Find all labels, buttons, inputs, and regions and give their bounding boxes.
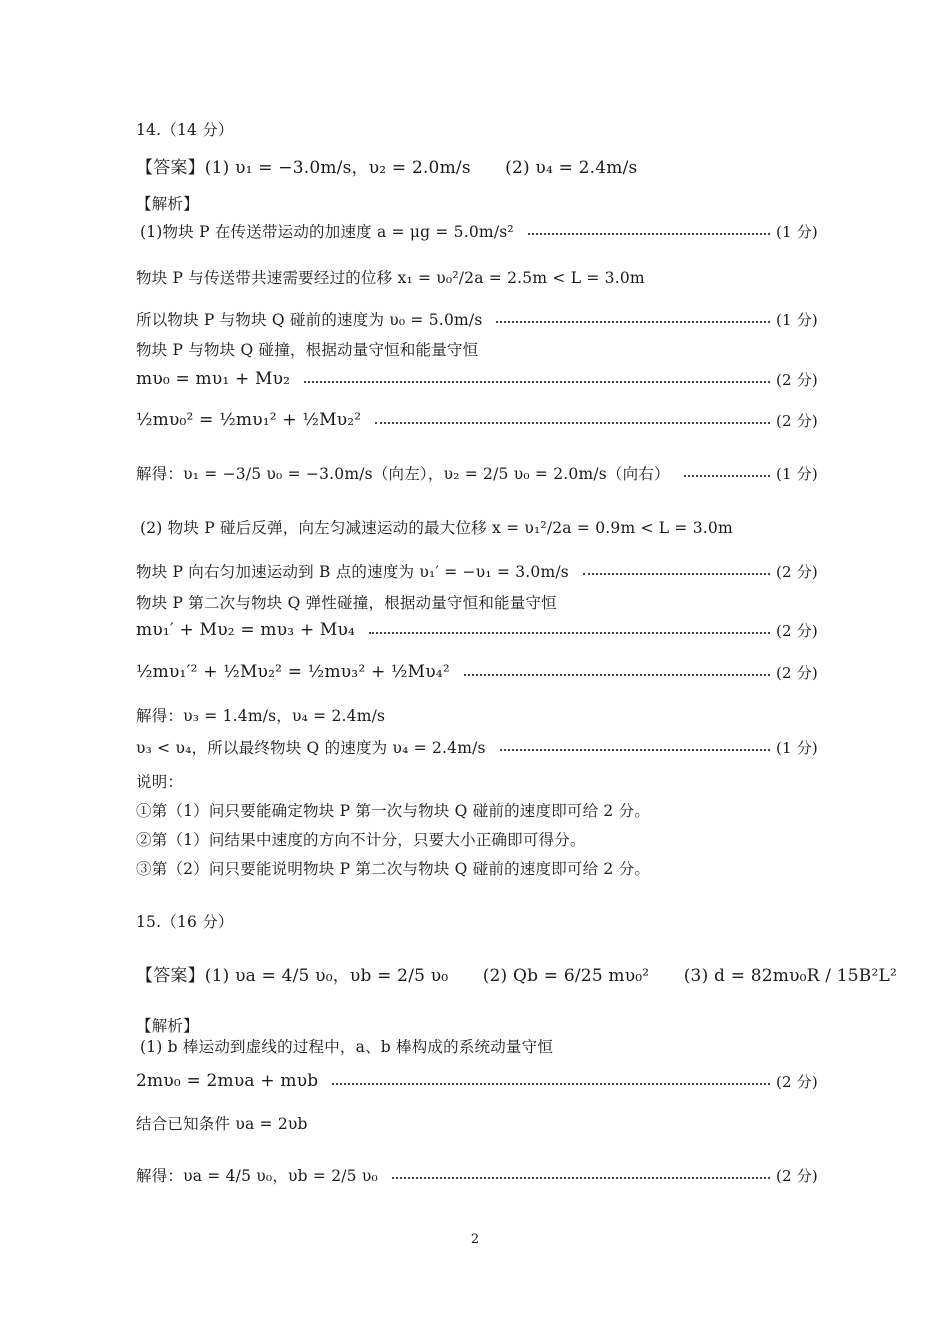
step-score: (1 分) <box>775 738 818 757</box>
q14-step-9 <box>136 556 818 586</box>
step-text: 解得：υa = 4/5 υ₀，υb = 2/5 υ₀ <box>136 1167 378 1185</box>
q14-step-7 <box>136 458 818 488</box>
step-score: (2 分) <box>775 411 818 430</box>
step-text: 物块 P 与传送带共速需要经过的位移 x₁ = υ₀²/2a = 2.5m < L = 3.0m <box>136 269 645 287</box>
step-text: 物块 P 与物块 Q 碰撞，根据动量守恒和能量守恒 <box>136 341 479 359</box>
leader-dots <box>496 321 769 323</box>
leader-dots <box>684 475 770 477</box>
q15-step-3 <box>136 1108 818 1138</box>
leader-dots <box>528 233 770 235</box>
step-text: 结合已知条件 υa = 2υb <box>136 1115 308 1133</box>
step-text: 所以物块 P 与物块 Q 碰前的速度为 υ₀ = 5.0m/s <box>136 311 483 329</box>
step-text: (1)物块 P 在传送带运动的加速度 a = μg = 5.0m/s² <box>140 223 514 241</box>
leader-dots <box>464 674 770 676</box>
step-text: υ₃ < υ₄，所以最终物块 Q 的速度为 υ₄ = 2.4m/s <box>136 739 486 757</box>
step-text: mυ₀ = mυ₁ + Mυ₂ <box>136 369 291 389</box>
step-text: 解得：υ₃ = 1.4m/s，υ₄ = 2.4m/s <box>136 707 386 725</box>
q14-step-13 <box>136 700 818 730</box>
step-text: mυ₁′ + Mυ₂ = mυ₃ + Mυ₄ <box>136 620 356 640</box>
step-score: (1 分) <box>775 222 818 241</box>
step-text: 物块 P 第二次与物块 Q 弹性碰撞，根据动量守恒和能量守恒 <box>136 594 557 612</box>
step-text: 物块 P 向右匀加速运动到 B 点的速度为 υ₁′ = −υ₁ = 3.0m/s <box>136 563 569 581</box>
leader-dots <box>583 573 770 575</box>
leader-dots <box>392 1177 770 1179</box>
q14-title: 14.（14 分） <box>136 121 234 139</box>
q14-note-1: ①第（1）问只要能确定物块 P 第一次与物块 Q 碰前的速度即可给 2 分。 <box>136 802 651 820</box>
step-text: (2) 物块 P 碰后反弹，向左匀减速运动的最大位移 x = υ₁²/2a = 0.9m < L = 3.0m <box>140 519 733 537</box>
q14-note-2: ②第（1）问结果中速度的方向不计分，只要大小正确即可得分。 <box>136 831 586 849</box>
q14-step-11 <box>136 615 818 645</box>
step-text: 解得：υ₁ = −3/5 υ₀ = −3.0m/s（向左），υ₂ = 2/5 υ₀ = 2.0m/s（向右） <box>136 465 670 483</box>
step-score: (1 分) <box>775 464 818 483</box>
step-score: (2 分) <box>775 663 818 682</box>
leader-dots <box>304 381 770 383</box>
step-text: 2mυ₀ = 2mυa + mυb <box>136 1071 319 1091</box>
leader-dots <box>332 1083 770 1085</box>
q14-step-14 <box>136 732 818 762</box>
q15-step-4 <box>136 1160 818 1190</box>
step-score: (2 分) <box>775 1072 818 1091</box>
q15-step-2 <box>136 1066 818 1096</box>
q14-notes-label: 说明： <box>136 773 184 791</box>
leader-dots <box>500 749 770 751</box>
q14-step-8 <box>136 512 818 542</box>
step-score: (2 分) <box>775 621 818 640</box>
q14-step-4 <box>136 334 818 364</box>
step-score: (2 分) <box>775 1166 818 1185</box>
q15-step-1 <box>136 1031 818 1061</box>
q14-step-12 <box>136 657 818 687</box>
step-score: (2 分) <box>775 562 818 581</box>
q15-answer: 【答案】(1) υa = 4/5 υ₀，υb = 2/5 υ₀ (2) Qb = 6/25 mυ₀² (3) d = 82mυ₀R / 15B²L² <box>136 965 898 986</box>
q14-step-6 <box>136 405 818 435</box>
q14-analysis-label: 【解析】 <box>136 195 199 213</box>
q14-step-2 <box>136 262 818 292</box>
leader-dots <box>369 632 770 634</box>
q15-analysis-label: 【解析】 <box>136 1017 199 1035</box>
q14-step-5 <box>136 364 818 394</box>
q14-step-10 <box>136 587 818 617</box>
q15-title: 15.（16 分） <box>136 913 234 931</box>
page-number: 2 <box>470 1232 480 1247</box>
step-score: (1 分) <box>775 310 818 329</box>
step-text: ½mυ₁′² + ½Mυ₂² = ½mυ₃² + ½Mυ₄² <box>136 662 450 682</box>
q14-answer: 【答案】(1) υ₁ = −3.0m/s，υ₂ = 2.0m/s (2) υ₄ = 2.4m/s <box>136 157 638 178</box>
q14-note-3: ③第（2）问只要能说明物块 P 第二次与物块 Q 碰前的速度即可给 2 分。 <box>136 860 651 878</box>
q14-step-3 <box>136 304 818 334</box>
leader-dots <box>375 422 770 424</box>
step-text: ½mυ₀² = ½mυ₁² + ½Mυ₂² <box>136 410 362 430</box>
step-text: (1) b 棒运动到虚线的过程中，a、b 棒构成的系统动量守恒 <box>140 1038 554 1056</box>
q14-step-1 <box>136 216 818 246</box>
step-score: (2 分) <box>775 370 818 389</box>
